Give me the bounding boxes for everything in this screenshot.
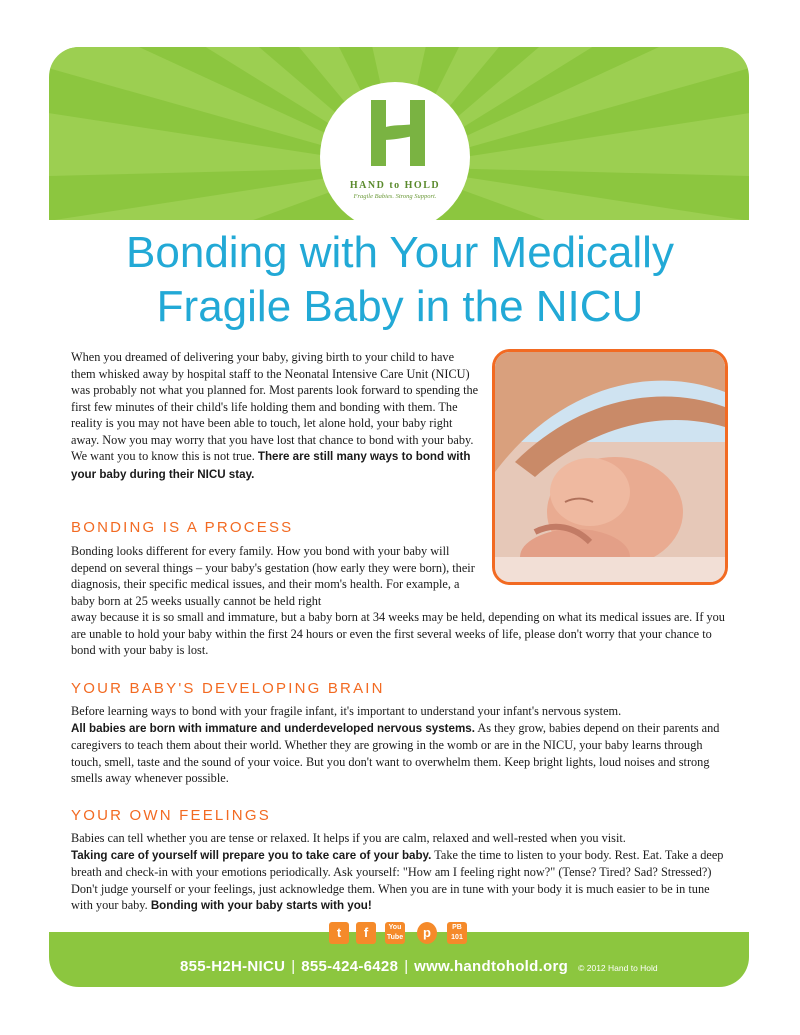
brain-text-2: As they grow, babies depend on their parents and caregivers to teach them about their world. Whether they are growing in the womb or are in the NICU, your baby learns through touch, smell, taste and the sound of your voice. But you don't want to overwhelm them. Keep bright lights, loud noises and strong smells away whenever possible. xyxy=(71,720,720,785)
feelings-bold-text-2: Bonding with your baby starts with you! xyxy=(150,899,372,912)
intro-paragraph xyxy=(71,349,481,483)
preemie-babies-101-icon[interactable]: PB 101 xyxy=(447,922,467,944)
footer-copyright: © 2012 Hand to Hold xyxy=(578,963,658,973)
section-heading-feelings: YOUR OWN FEELINGS xyxy=(71,807,271,824)
section-text-bonding-1: Bonding looks different for every family. How you bond with your baby will depend on several things – your baby's gestation (how early they were born), their diagnosis, their specific medical issues, and their mom's health. For example, a baby born at 25 weeks usually cannot be held right xyxy=(71,544,475,608)
facebook-icon[interactable]: f xyxy=(356,922,376,944)
section-text-brain xyxy=(71,703,731,787)
page-title xyxy=(40,226,760,334)
title-line-2: Fragile Baby in the NICU xyxy=(156,282,644,331)
section-text-feelings xyxy=(71,830,731,915)
twitter-icon[interactable]: t xyxy=(329,922,349,944)
intro-text: When you dreamed of delivering your baby, giving birth to your child to have them whisked away by hospital staff to the Neonatal Intensive Care Unit (NICU) was probably not what you planned for. Most parents look forward to spending the first few minutes of their child's life holding them and bonding with them. The reality is you may not have been able to touch, let alone hold, your baby right away. Now you may worry that you have lost that chance to bond with your baby. We want you to know this is not true. xyxy=(71,350,479,463)
footer-website-link[interactable]: www.handtohold.org xyxy=(414,958,569,975)
section-text-bonding-2: away because it is so small and immature, but a baby born at 34 weeks may be held, depending on what its medical issues are. If you are unable to hold your baby within the first 24 hours or even the first several weeks of life, please don't worry that your chance to bond with your baby is lost. xyxy=(71,610,725,657)
logo-name: HAND to HOLD xyxy=(349,180,441,191)
feelings-bold-text-1: Taking care of yourself will prepare you to take care of your baby. xyxy=(71,848,432,862)
footer-separator-1: | xyxy=(291,958,296,975)
footer-phone-1[interactable]: 855-H2H-NICU xyxy=(180,958,286,975)
brain-bold-text: All babies are born with immature and underdeveloped nervous systems. xyxy=(71,721,475,735)
footer-phone-2[interactable]: 855-424-6428 xyxy=(301,958,399,975)
pinterest-icon[interactable]: p xyxy=(417,922,437,944)
baby-illustration xyxy=(495,352,725,582)
hand-to-hold-logo-icon xyxy=(367,98,429,170)
youtube-icon[interactable]: You Tube xyxy=(385,922,405,944)
feelings-text-2: Take the time to listen to your body. Rest. Eat. Take a deep breath and check-in with your emotions periodically. Ask yourself: "How am I feeling right now?" (Tense? Tired? Sad? Stressed?) Don't judge yourself or your feelings, just acknowledge them. When you are in tune with your body it is much easier to be in tune with your baby. xyxy=(71,847,724,912)
intro-bold-text: There are still many ways to bond with your baby during their NICU stay. xyxy=(71,450,471,481)
logo-tagline: Fragile Babies. Strong Support. xyxy=(353,193,437,200)
brain-text-1: Before learning ways to bond with your fragile infant, it's important to understand your infant's nervous system. xyxy=(71,704,622,718)
feelings-text-1: Babies can tell whether you are tense or relaxed. It helps if you are calm, relaxed and well-rested when you visit. xyxy=(71,831,626,845)
footer-contact-line xyxy=(180,958,740,976)
title-line-1: Bonding with Your Medically xyxy=(126,228,674,277)
footer-separator-2: | xyxy=(404,958,409,975)
section-heading-bonding: BONDING IS A PROCESS xyxy=(71,519,294,536)
section-heading-brain: YOUR BABY'S DEVELOPING BRAIN xyxy=(71,680,385,697)
baby-photo xyxy=(492,349,728,585)
